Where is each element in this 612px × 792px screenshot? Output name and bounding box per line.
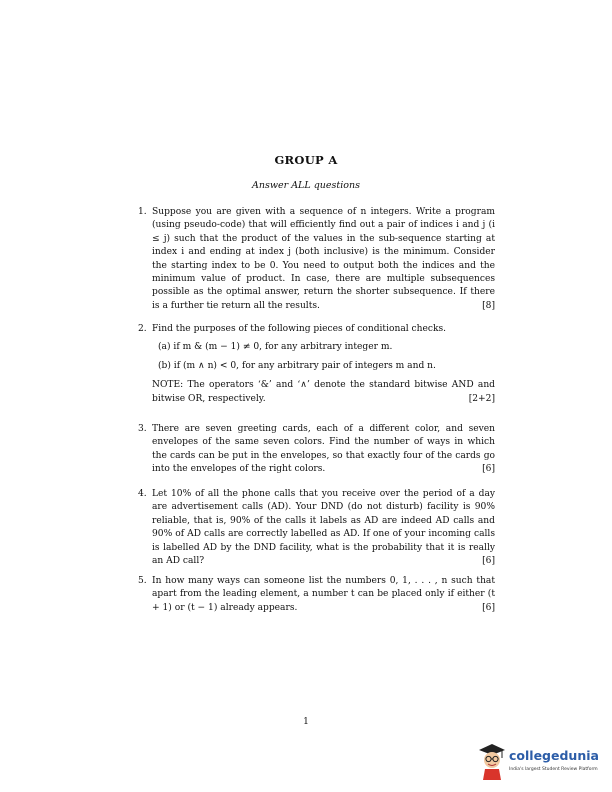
question-marks: [2+2] [468, 393, 495, 404]
question-number: 1. [138, 207, 147, 217]
brand-name: collegedunia [509, 748, 599, 763]
note-text: NOTE: The operators ‘&’ and ‘∧’ denote the standard bitwise AND and bitwise OR, respectively. [152, 380, 495, 404]
question-part-b: (b) if (m ∧ n) < 0, for any arbitrary pair of integers m and n. [158, 360, 436, 371]
question-number: 4. [138, 489, 147, 499]
group-title: GROUP A [274, 153, 338, 167]
graduate-mascot-icon [478, 742, 506, 780]
question-marks: [6] [482, 602, 495, 613]
question-text: Let 10% of all the phone calls that you receive over the period of a day are advertisement calls (AD). Your DND (do not disturb) facility is 90% reliable, that is, 90% of the calls it labels as AD are indeed AD calls and 90% of AD calls are correctly labelled as AD. If one of your incoming calls is labelled AD by the DND facility, what is the probability that it is really an AD call? [152, 489, 495, 567]
instructions-subtitle: Answer ALL questions [252, 180, 360, 191]
question-text: Find the purposes of the following pieces of conditional checks. [152, 324, 447, 334]
question-note [152, 379, 495, 406]
page-number: 1 [303, 717, 309, 727]
collegedunia-logo [478, 742, 608, 782]
question-2 [138, 323, 495, 406]
question-part-a: (a) if m & (m − 1) ≠ 0, for any arbitrary integer m. [158, 342, 393, 353]
brand-tagline: India's largest Student Review Platform [509, 767, 598, 772]
question-marks: [6] [482, 556, 495, 567]
question-number: 3. [138, 424, 147, 434]
question-number: 2. [138, 324, 147, 334]
question-marks: [6] [482, 464, 495, 475]
question-text: In how many ways can someone list the numbers 0, 1, . . . , n such that apart from the leading element, a number t can be placed only if either (t + 1) or (t − 1) already appears. [152, 576, 495, 613]
question-1 [138, 206, 495, 313]
question-text: There are seven greeting cards, each of a different color, and seven envelopes of the same seven colors. Find the number of ways in which the cards can be put in the envelopes, so that exactly four of the cards go into the envelopes of the right colors. [152, 424, 495, 475]
question-4 [138, 488, 495, 568]
question-text: Suppose you are given with a sequence of n integers. Write a program (using pseudo-code) that will efficiently find out a pair of indices i and j (i ≤ j) such that the product of the values in the sub-sequence starting at index i and ending at index j (both inclusive) is the minimum. Consider the starting index to be 0. You need to output both the indices and the minimum value of product. In case, there are multiple subsequences possible as the optimal answer, return the shorter subsequence. If there is a further tie return all the results. [152, 207, 495, 311]
question-3 [138, 423, 495, 477]
question-number: 5. [138, 576, 147, 586]
question-marks: [8] [482, 300, 495, 311]
question-5 [138, 575, 495, 615]
